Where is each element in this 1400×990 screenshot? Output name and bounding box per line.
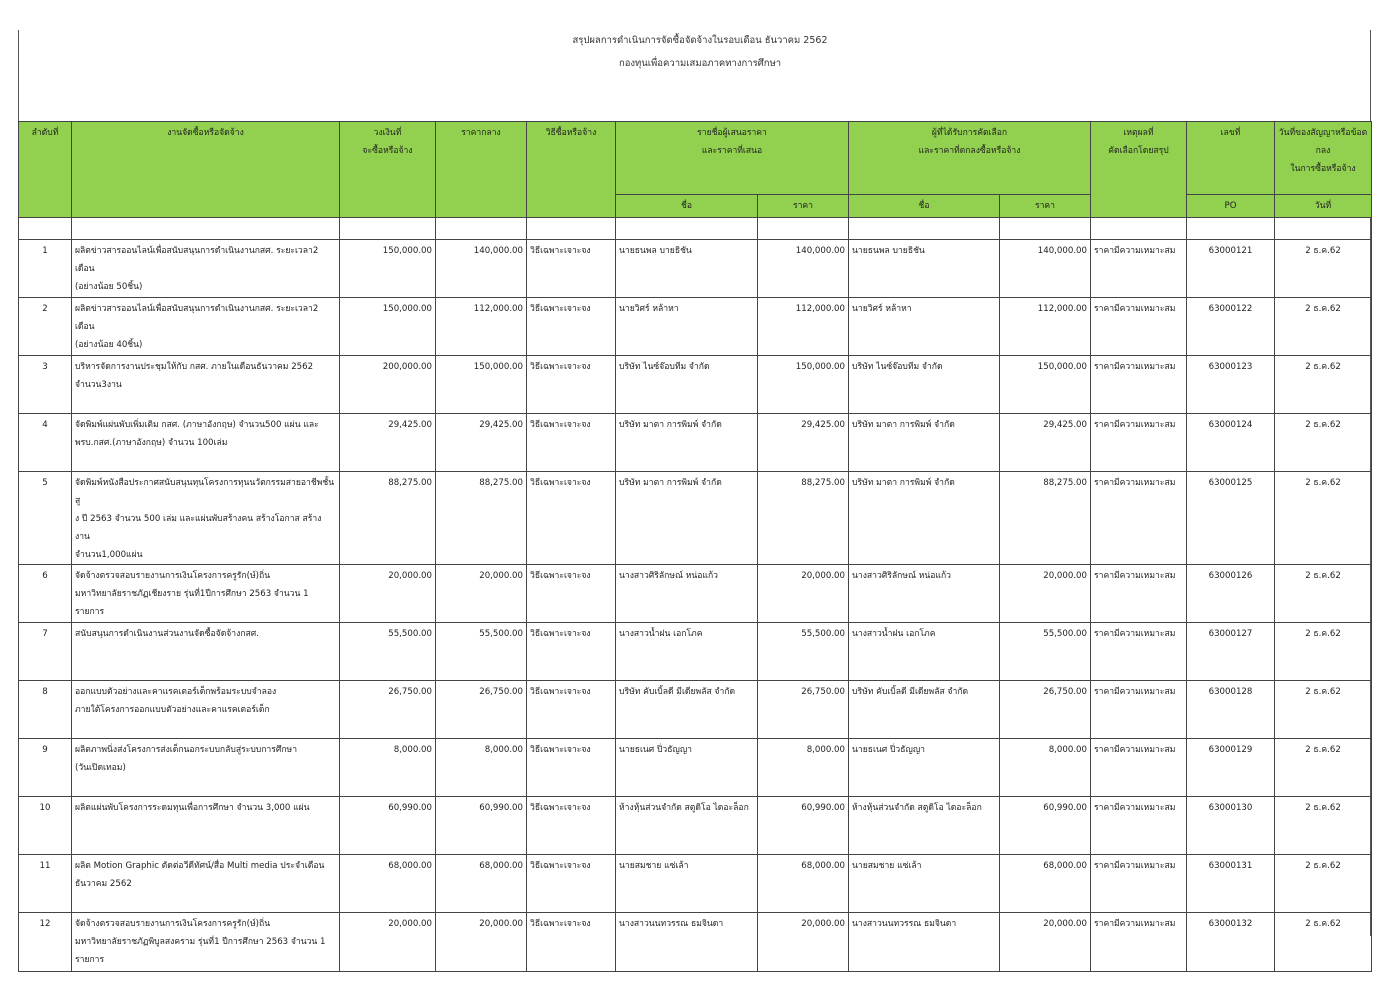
- row-bidder-name: นางสาวศิริลักษณ์ หน่อแก้ว: [616, 565, 758, 623]
- row-bidder-name: บริษัท ไนซ์จ๊อบทีม จำกัด: [616, 356, 758, 414]
- row-item: [72, 414, 340, 472]
- row-po: 63000127: [1187, 623, 1275, 681]
- row-item-line: (อย่างน้อย 40ชิ้น): [75, 340, 143, 350]
- row-date: 2 ธ.ค.62: [1275, 565, 1372, 623]
- subheader-win-price: ราคา: [1000, 195, 1091, 218]
- row-bidder-name: นายวิศร์ หล้าหา: [616, 298, 758, 356]
- row-item-line: ผลิต Motion Graphic ตัดต่อวีดีทัศน์/สื่อ Multi media ประจำเดือน: [75, 861, 325, 871]
- header-docno: เลขที่: [1187, 122, 1275, 195]
- row-budget: 60,990.00: [340, 797, 436, 855]
- row-seq: 5: [19, 472, 72, 565]
- row-median-price: 26,750.00: [436, 681, 527, 739]
- row-bidder-name: บริษัท คับเบิ้ลดี มีเดียพลัส จำกัด: [616, 681, 758, 739]
- header-median-price: ราคากลาง: [436, 122, 527, 218]
- row-item: [72, 565, 340, 623]
- row-reason: ราคามีความเหมาะสม: [1091, 565, 1187, 623]
- row-reason: ราคามีความเหมาะสม: [1091, 739, 1187, 797]
- row-bidder-name: ห้างหุ้นส่วนจำกัด สตูดิโอ ไดอะล็อก: [616, 797, 758, 855]
- row-reason: ราคามีความเหมาะสม: [1091, 797, 1187, 855]
- row-date: 2 ธ.ค.62: [1275, 356, 1372, 414]
- row-po: 63000121: [1187, 240, 1275, 298]
- row-date: 2 ธ.ค.62: [1275, 855, 1372, 913]
- table-row: [19, 565, 1372, 623]
- subheader-date: วันที่: [1275, 195, 1372, 218]
- table-row: [19, 797, 1372, 855]
- table-row: [19, 472, 1372, 565]
- row-win-price: 20,000.00: [1000, 913, 1091, 972]
- row-reason: ราคามีความเหมาะสม: [1091, 356, 1187, 414]
- procurement-table: [18, 121, 1372, 972]
- row-winner-name: นายธนพล บายธิชัน: [849, 240, 1000, 298]
- row-reason: ราคามีความเหมาะสม: [1091, 414, 1187, 472]
- row-winner-name: ห้างหุ้นส่วนจำกัด สตูดิโอ ไดอะล็อก: [849, 797, 1000, 855]
- row-po: 63000131: [1187, 855, 1275, 913]
- row-method: วิธีเฉพาะเจาะจง: [527, 797, 616, 855]
- row-item: [72, 797, 340, 855]
- row-item: [72, 623, 340, 681]
- row-date: 2 ธ.ค.62: [1275, 913, 1372, 972]
- row-winner-name: นายธเนศ ปิ่วธัญญา: [849, 739, 1000, 797]
- row-reason: ราคามีความเหมาะสม: [1091, 623, 1187, 681]
- row-win-price: 20,000.00: [1000, 565, 1091, 623]
- row-date: 2 ธ.ค.62: [1275, 739, 1372, 797]
- row-method: วิธีเฉพาะเจาะจง: [527, 739, 616, 797]
- row-win-price: 8,000.00: [1000, 739, 1091, 797]
- row-item-line: จำนวน1,000แผ่น: [75, 550, 143, 560]
- row-win-price: 26,750.00: [1000, 681, 1091, 739]
- table-row: [19, 913, 1372, 972]
- row-median-price: 88,275.00: [436, 472, 527, 565]
- row-win-price: 55,500.00: [1000, 623, 1091, 681]
- row-item-line: (วันเปิดเทอม): [75, 763, 126, 773]
- row-po: 63000128: [1187, 681, 1275, 739]
- row-date: 2 ธ.ค.62: [1275, 240, 1372, 298]
- row-seq: 2: [19, 298, 72, 356]
- row-budget: 88,275.00: [340, 472, 436, 565]
- row-item-line: จัดพิมพ์แผ่นพับเพิ่มเติม กสศ. (ภาษาอังกฤษ) จำนวน500 แผ่น และ: [75, 420, 319, 430]
- row-bid-price: 20,000.00: [758, 913, 849, 972]
- row-budget: 29,425.00: [340, 414, 436, 472]
- header-selected: ผู้ที่ได้รับการคัดเลือก และราคาที่ตกลงซื้อหรือจ้าง: [849, 122, 1091, 195]
- row-bid-price: 55,500.00: [758, 623, 849, 681]
- header-row: [19, 122, 1372, 195]
- row-item: [72, 681, 340, 739]
- row-date: 2 ธ.ค.62: [1275, 298, 1372, 356]
- row-method: วิธีเฉพาะเจาะจง: [527, 681, 616, 739]
- row-reason: ราคามีความเหมาะสม: [1091, 855, 1187, 913]
- table-row: [19, 623, 1372, 681]
- row-item: [72, 356, 340, 414]
- row-seq: 8: [19, 681, 72, 739]
- row-item-line: รายการ: [75, 955, 105, 965]
- row-seq: 3: [19, 356, 72, 414]
- row-budget: 8,000.00: [340, 739, 436, 797]
- row-po: 63000132: [1187, 913, 1275, 972]
- row-win-price: 112,000.00: [1000, 298, 1091, 356]
- row-median-price: 20,000.00: [436, 565, 527, 623]
- row-item-line: ผลิตแผ่นพับโครงการระดมทุนเพื่อการศึกษา จำนวน 3,000 แผ่น: [75, 803, 310, 813]
- row-budget: 150,000.00: [340, 240, 436, 298]
- blank-row: [19, 218, 1372, 240]
- row-win-price: 60,990.00: [1000, 797, 1091, 855]
- row-median-price: 8,000.00: [436, 739, 527, 797]
- row-winner-name: บริษัท คับเบิ้ลดี มีเดียพลัส จำกัด: [849, 681, 1000, 739]
- row-method: วิธีเฉพาะเจาะจง: [527, 913, 616, 972]
- row-bid-price: 68,000.00: [758, 855, 849, 913]
- row-median-price: 68,000.00: [436, 855, 527, 913]
- row-bid-price: 112,000.00: [758, 298, 849, 356]
- row-item-line: มหาวิทยาลัยราชภัฏเชียงราย รุ่นที่1ปีการศึกษา 2563 จำนวน 1 รายการ: [75, 589, 309, 617]
- row-item-line: ง ปี 2563 จำนวน 500 เล่ม และแผ่นพับสร้างคน สร้างโอกาส สร้างงาน: [75, 514, 322, 542]
- row-date: 2 ธ.ค.62: [1275, 623, 1372, 681]
- row-seq: 12: [19, 913, 72, 972]
- row-po: 63000124: [1187, 414, 1275, 472]
- row-win-price: 140,000.00: [1000, 240, 1091, 298]
- row-seq: 11: [19, 855, 72, 913]
- row-date: 2 ธ.ค.62: [1275, 681, 1372, 739]
- row-budget: 26,750.00: [340, 681, 436, 739]
- row-winner-name: นายสมชาย แซ่เล้า: [849, 855, 1000, 913]
- row-reason: ราคามีความเหมาะสม: [1091, 240, 1187, 298]
- row-item: [72, 913, 340, 972]
- document-subtitle: กองทุนเพื่อความเสมอภาคทางการศึกษา: [618, 58, 782, 69]
- row-winner-name: นางสาวน้ำฝน เอกโภค: [849, 623, 1000, 681]
- subheader-bidder-name: ชื่อ: [616, 195, 758, 218]
- row-seq: 4: [19, 414, 72, 472]
- row-method: วิธีเฉพาะเจาะจง: [527, 356, 616, 414]
- row-budget: 68,000.00: [340, 855, 436, 913]
- document-title: สรุปผลการดำเนินการจัดซื้อจัดจ้างในรอบเดือน ธันวาคม 2562: [572, 35, 828, 46]
- row-item-line: จัดจ้างตรวจสอบรายงานการเงินโครงการครูรัก(ษ์)ถิ่น: [75, 571, 271, 581]
- row-median-price: 55,500.00: [436, 623, 527, 681]
- row-winner-name: นางสาวนนทวรรณ ธมจินดา: [849, 913, 1000, 972]
- row-item-line: บริหารจัดการงานประชุมให้กับ กสศ. ภายในเดือนธันวาคม 2562: [75, 362, 314, 372]
- table-row: [19, 681, 1372, 739]
- table-row: [19, 356, 1372, 414]
- header-bidders: รายชื่อผู้เสนอราคา และราคาที่เสนอ: [616, 122, 849, 195]
- header-reason: เหตุผลที่ คัดเลือกโดยสรุป: [1091, 122, 1187, 218]
- row-bidder-name: นายธนพล บายธิชัน: [616, 240, 758, 298]
- header-item: งานจัดซื้อหรือจัดจ้าง: [72, 122, 340, 218]
- row-reason: ราคามีความเหมาะสม: [1091, 472, 1187, 565]
- row-item-line: จัดจ้างตรวจสอบรายงานการเงินโครงการครูรัก(ษ์)ถิ่น: [75, 919, 271, 929]
- header-seq: ลำดับที่: [19, 122, 72, 218]
- row-win-price: 68,000.00: [1000, 855, 1091, 913]
- row-bid-price: 8,000.00: [758, 739, 849, 797]
- subheader-bid-price: ราคา: [758, 195, 849, 218]
- row-win-price: 150,000.00: [1000, 356, 1091, 414]
- row-median-price: 20,000.00: [436, 913, 527, 972]
- table-row: [19, 855, 1372, 913]
- row-budget: 20,000.00: [340, 913, 436, 972]
- row-bid-price: 20,000.00: [758, 565, 849, 623]
- row-bid-price: 140,000.00: [758, 240, 849, 298]
- row-winner-name: บริษัท มาตา การพิมพ์ จำกัด: [849, 414, 1000, 472]
- row-median-price: 112,000.00: [436, 298, 527, 356]
- row-winner-name: นางสาวศิริลักษณ์ หน่อแก้ว: [849, 565, 1000, 623]
- row-date: 2 ธ.ค.62: [1275, 414, 1372, 472]
- row-median-price: 140,000.00: [436, 240, 527, 298]
- row-seq: 10: [19, 797, 72, 855]
- row-reason: ราคามีความเหมาะสม: [1091, 913, 1187, 972]
- row-winner-name: บริษัท ไนซ์จ๊อบทีม จำกัด: [849, 356, 1000, 414]
- row-item-line: ผลิตภาพนิ่งส่งโครงการส่งเด็กนอกระบบกลับสู่ระบบการศึกษา: [75, 745, 298, 755]
- row-reason: ราคามีความเหมาะสม: [1091, 681, 1187, 739]
- row-method: วิธีเฉพาะเจาะจง: [527, 240, 616, 298]
- row-bidder-name: นายสมชาย แซ่เล้า: [616, 855, 758, 913]
- row-po: 63000126: [1187, 565, 1275, 623]
- row-item-line: สนับสนุนการดำเนินงานส่วนงานจัดซื้อจัดจ้างกสศ.: [75, 629, 259, 639]
- row-bid-price: 60,990.00: [758, 797, 849, 855]
- row-item: [72, 472, 340, 565]
- row-bidder-name: นายธเนศ ปิ่วธัญญา: [616, 739, 758, 797]
- header-contract-date: วันที่ของสัญญาหรือข้อต กลง ในการซื้อหรือจ้าง: [1275, 122, 1372, 195]
- row-po: 63000129: [1187, 739, 1275, 797]
- row-bid-price: 88,275.00: [758, 472, 849, 565]
- table-row: [19, 240, 1372, 298]
- row-method: วิธีเฉพาะเจาะจง: [527, 414, 616, 472]
- row-winner-name: นายวิศร์ หล้าหา: [849, 298, 1000, 356]
- row-po: 63000122: [1187, 298, 1275, 356]
- row-item: [72, 855, 340, 913]
- row-item-line: จัดพิมพ์หนังสือประกาศสนับสนุนทุนโครงการทุนนวัตกรรมสายอาชีพชั้นสู: [75, 478, 335, 506]
- row-method: วิธีเฉพาะเจาะจง: [527, 472, 616, 565]
- row-po: 63000123: [1187, 356, 1275, 414]
- row-budget: 55,500.00: [340, 623, 436, 681]
- row-bid-price: 26,750.00: [758, 681, 849, 739]
- row-winner-name: บริษัท มาตา การพิมพ์ จำกัด: [849, 472, 1000, 565]
- row-item: [72, 240, 340, 298]
- table-row: [19, 298, 1372, 356]
- row-method: วิธีเฉพาะเจาะจง: [527, 855, 616, 913]
- row-budget: 150,000.00: [340, 298, 436, 356]
- row-bidder-name: นางสาวน้ำฝน เอกโภค: [616, 623, 758, 681]
- header-budget: วงเงินที่ จะซื้อหรือจ้าง: [340, 122, 436, 218]
- row-item-line: ผลิตข่าวสารออนไลน์เพื่อสนับสนุนการดำเนินงานกสศ. ระยะเวลา2 เดือน: [75, 246, 319, 274]
- row-date: 2 ธ.ค.62: [1275, 797, 1372, 855]
- row-item-line: ธันวาคม 2562: [75, 879, 132, 889]
- row-seq: 9: [19, 739, 72, 797]
- row-bid-price: 150,000.00: [758, 356, 849, 414]
- row-po: 63000130: [1187, 797, 1275, 855]
- row-item: [72, 739, 340, 797]
- row-po: 63000125: [1187, 472, 1275, 565]
- row-bidder-name: บริษัท มาตา การพิมพ์ จำกัด: [616, 414, 758, 472]
- row-bidder-name: นางสาวนนทวรรณ ธมจินดา: [616, 913, 758, 972]
- row-method: วิธีเฉพาะเจาะจง: [527, 298, 616, 356]
- row-median-price: 150,000.00: [436, 356, 527, 414]
- row-item-line: ออกแบบตัวอย่างและคาแรคเตอร์เด็กพร้อมระบบจำลอง: [75, 687, 277, 697]
- row-item-line: จำนวน3งาน: [75, 380, 122, 390]
- row-item-line: มหาวิทยาลัยราชภัฏพิบูลสงคราม รุ่นที่1 ปีการศึกษา 2563 จำนวน 1: [75, 937, 326, 947]
- row-reason: ราคามีความเหมาะสม: [1091, 298, 1187, 356]
- row-win-price: 88,275.00: [1000, 472, 1091, 565]
- row-bidder-name: บริษัท มาตา การพิมพ์ จำกัด: [616, 472, 758, 565]
- row-seq: 1: [19, 240, 72, 298]
- row-item-line: ภายใต้โครงการออกแบบตัวอย่างและคาแรคเตอร์เด็ก: [75, 705, 270, 715]
- row-item: [72, 298, 340, 356]
- header-method: วิธีซื้อหรือจ้าง: [527, 122, 616, 218]
- row-win-price: 29,425.00: [1000, 414, 1091, 472]
- row-seq: 6: [19, 565, 72, 623]
- row-bid-price: 29,425.00: [758, 414, 849, 472]
- table-row: [19, 414, 1372, 472]
- row-median-price: 29,425.00: [436, 414, 527, 472]
- row-budget: 200,000.00: [340, 356, 436, 414]
- row-seq: 7: [19, 623, 72, 681]
- row-item-line: (อย่างน้อย 50ชิ้น): [75, 282, 143, 292]
- row-date: 2 ธ.ค.62: [1275, 472, 1372, 565]
- row-budget: 20,000.00: [340, 565, 436, 623]
- subheader-winner-name: ชื่อ: [849, 195, 1000, 218]
- row-method: วิธีเฉพาะเจาะจง: [527, 623, 616, 681]
- table-row: [19, 739, 1372, 797]
- row-item-line: พรบ.กสศ.(ภาษาอังกฤษ) จำนวน 100เล่ม: [75, 438, 228, 448]
- subheader-po: PO: [1187, 195, 1275, 218]
- row-item-line: ผลิตข่าวสารออนไลน์เพื่อสนับสนุนการดำเนินงานกสศ. ระยะเวลา2 เดือน: [75, 304, 319, 332]
- row-median-price: 60,990.00: [436, 797, 527, 855]
- row-method: วิธีเฉพาะเจาะจง: [527, 565, 616, 623]
